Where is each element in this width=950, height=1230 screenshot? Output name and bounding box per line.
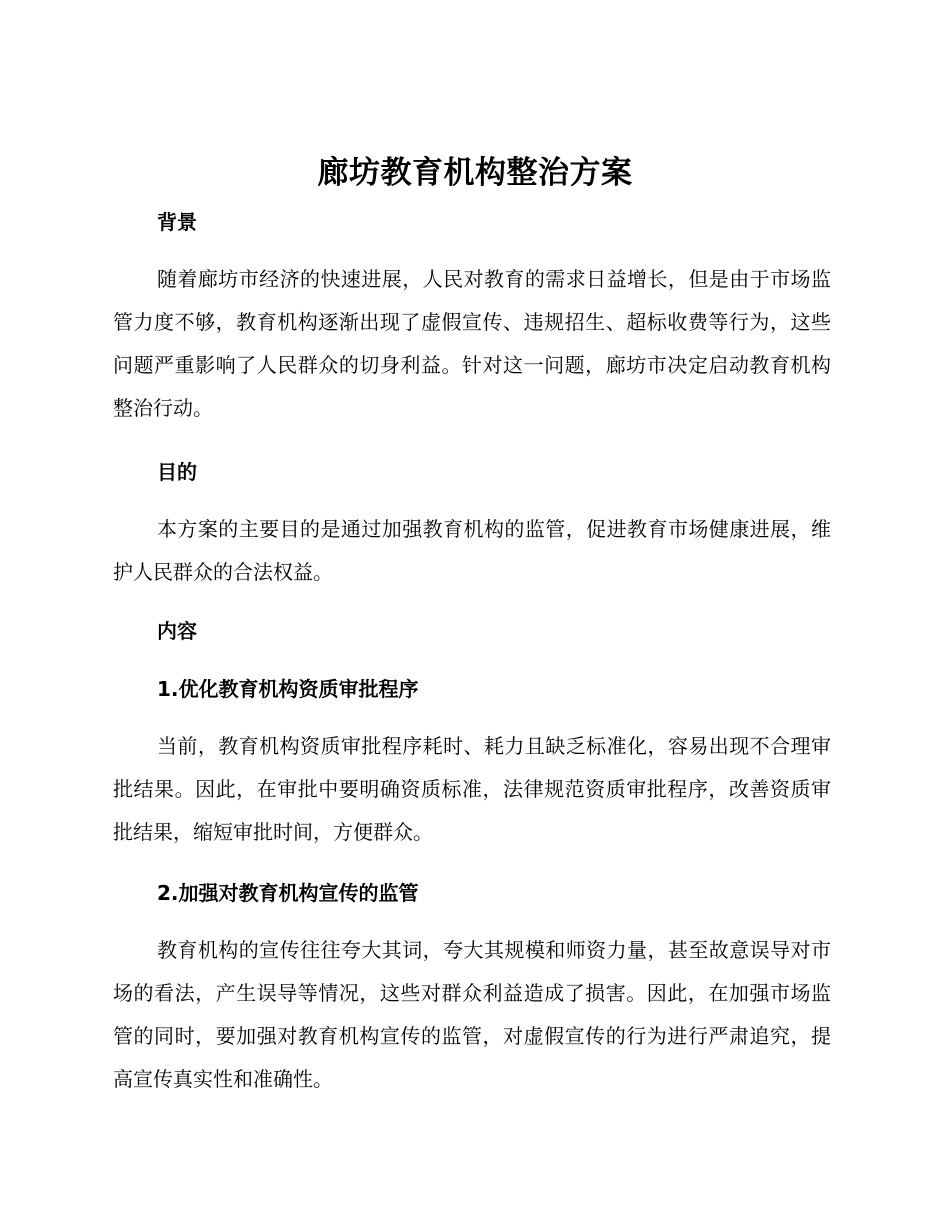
section-paragraph-item-2: 教育机构的宣传往往夸大其词，夸大其规模和师资力量，甚至故意误导对市场的看法，产生误导等情况，这些对群众利益造成了损害。因此，在加强市场监管的同时，要加强对教育机构宣传的监管，对虚假宣传的行为进行严肃追究，提高宣传真实性和准确性。 — [113, 938, 831, 1091]
section-heading-content: 内容 — [157, 619, 197, 643]
section-heading-purpose: 目的 — [157, 460, 197, 484]
section-paragraph-item-1: 当前，教育机构资质审批程序耗时、耗力且缺乏标准化，容易出现不合理审批结果。因此，在审批中要明确资质标准，法律规范资质审批程序，改善资质审批结果，缩短审批时间，方便群众。 — [113, 734, 831, 844]
section-heading-background: 背景 — [157, 210, 197, 234]
section-paragraph-purpose: 本方案的主要目的是通过加强教育机构的监管，促进教育市场健康进展，维护人民群众的合法权益。 — [113, 517, 831, 584]
section-paragraph-background: 随着廊坊市经济的快速进展，人民对教育的需求日益增长，但是由于市场监管力度不够，教育机构逐渐出现了虚假宣传、违规招生、超标收费等行为，这些问题严重影响了人民群众的切身利益。针对这一问题，廊坊市决定启动教育机构整治行动。 — [113, 267, 831, 420]
section-heading-item-2: 2.加强对教育机构宣传的监管 — [157, 881, 419, 905]
section-heading-item-1: 1.优化教育机构资质审批程序 — [157, 677, 419, 701]
document-title: 廊坊教育机构整治方案 — [317, 155, 633, 191]
